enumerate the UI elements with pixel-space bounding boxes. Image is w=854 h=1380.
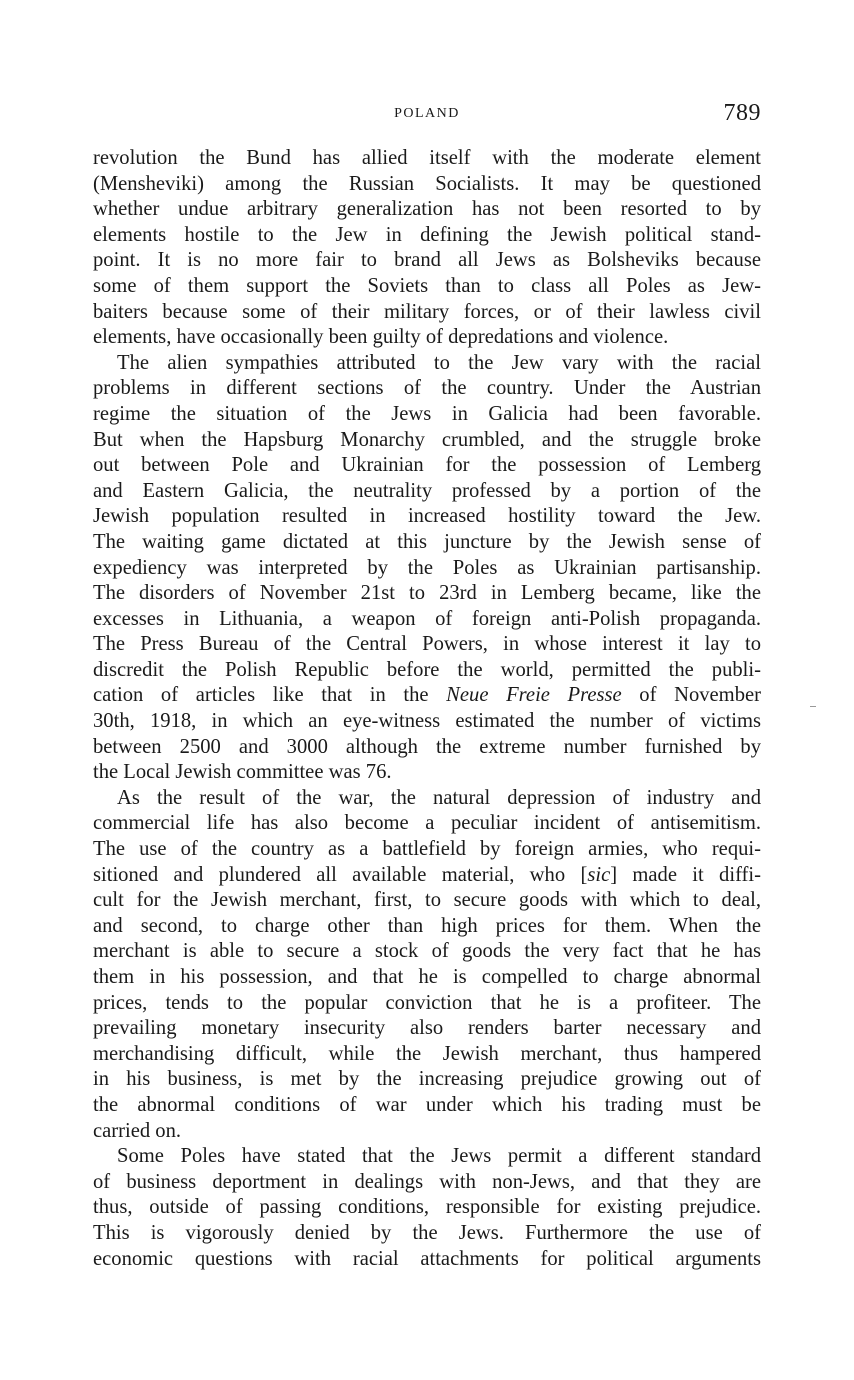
text-line	[93, 479, 761, 505]
running-header	[93, 100, 761, 132]
text-line	[93, 683, 761, 709]
text-line	[93, 939, 761, 965]
text-line	[93, 376, 761, 402]
text-segment: the abnormal conditions of war under which his trading must be	[93, 1093, 761, 1116]
text-line	[93, 658, 761, 684]
margin-mark	[810, 706, 816, 707]
text-segment: This is vigorously denied by the Jews. Furthermore the use of	[93, 1221, 761, 1244]
text-segment: (Mensheviki) among the Russian Socialists. It may be questioned	[93, 172, 761, 195]
text-line	[93, 1144, 761, 1170]
text-line	[93, 581, 761, 607]
text-segment: thus, outside of passing conditions, responsible for existing prejudice.	[93, 1196, 761, 1219]
text-line	[93, 556, 761, 582]
text-line	[93, 888, 761, 914]
text-segment: in his business, is met by the increasing prejudice growing out of	[93, 1068, 761, 1091]
text-line	[93, 1093, 761, 1119]
text-line	[93, 274, 761, 300]
text-segment: merchant is able to secure a stock of goods the very fact that he has	[93, 940, 761, 963]
text-segment: The waiting game dictated at this juncture by the Jewish sense of	[93, 530, 761, 553]
text-segment: The alien sympathies attributed to the Jew vary with the racial	[117, 351, 761, 374]
running-title: POLAND	[394, 106, 460, 121]
text-line	[93, 786, 761, 812]
text-segment: discredit the Polish Republic before the world, permitted the publi-	[93, 658, 761, 681]
text-segment: prices, tends to the popular conviction that he is a profiteer. The	[93, 991, 761, 1014]
text-segment: of business deportment in dealings with non-Jews, and that they are	[93, 1170, 761, 1193]
text-line	[93, 914, 761, 940]
text-line	[93, 1247, 761, 1273]
text-segment: cation of articles like that in the	[93, 684, 447, 707]
text-segment: carried on.	[93, 1119, 182, 1142]
text-segment: revolution the Bund has allied itself with the moderate element	[93, 147, 761, 169]
text-segment: the Local Jewish committee was 76.	[93, 761, 392, 784]
text-line	[93, 1170, 761, 1196]
text-segment: elements, have occasionally been guilty of depredations and violence.	[93, 326, 669, 349]
text-segment: between 2500 and 3000 although the extreme number furnished by	[93, 735, 761, 758]
text-line	[93, 530, 761, 556]
text-segment: point. It is no more fair to brand all Jews as Bolsheviks because	[93, 249, 761, 272]
text-line	[93, 1042, 761, 1068]
text-line	[93, 709, 761, 735]
text-segment: merchandising difficult, while the Jewish merchant, thus hampered	[93, 1042, 761, 1065]
text-line	[93, 735, 761, 761]
text-line	[93, 607, 761, 633]
italic-text: Neue Freie Presse	[446, 684, 622, 707]
text-line	[93, 632, 761, 658]
paragraph	[93, 351, 761, 786]
text-segment: As the result of the war, the natural depression of industry and	[117, 786, 761, 809]
text-line	[93, 197, 761, 223]
text-segment: them in his possession, and that he is compelled to charge abnormal	[93, 966, 761, 988]
text-line	[93, 428, 761, 454]
text-line	[93, 760, 761, 786]
text-line	[93, 172, 761, 198]
text-segment: economic questions with racial attachments for political arguments	[93, 1247, 761, 1270]
text-line	[93, 223, 761, 249]
text-segment: But when the Hapsburg Monarchy crumbled, and the struggle broke	[93, 428, 761, 451]
text-line	[93, 1119, 761, 1145]
text-segment: The disorders of November 21st to 23rd in Lemberg became, like the	[93, 582, 761, 605]
text-line	[93, 991, 761, 1017]
text-line	[93, 402, 761, 428]
text-line	[93, 863, 761, 889]
text-segment: 30th, 1918, in which an eye-witness estimated the number of victims	[93, 710, 761, 733]
text-segment: The use of the country as a battlefield by foreign armies, who requi-	[93, 838, 761, 861]
text-segment: cult for the Jewish merchant, first, to secure goods with which to deal,	[93, 889, 761, 912]
text-segment: prevailing monetary insecurity also renders barter necessary and	[93, 1017, 761, 1040]
text-segment: problems in different sections of the country. Under the Austrian	[93, 377, 761, 400]
text-line	[93, 1016, 761, 1042]
text-line	[93, 453, 761, 479]
text-line	[93, 351, 761, 377]
text-line	[93, 965, 761, 991]
text-segment: Some Poles have stated that the Jews permit a different standard	[117, 1145, 761, 1168]
paragraph	[93, 1144, 761, 1272]
italic-text: sic	[587, 863, 611, 886]
text-line	[93, 325, 761, 351]
text-segment: whether undue arbitrary generalization has not been resorted to by	[93, 198, 761, 221]
text-line	[93, 146, 761, 172]
text-segment: and Eastern Galicia, the neutrality professed by a portion of the	[93, 479, 761, 502]
text-line	[93, 811, 761, 837]
text-segment: baiters because some of their military forces, or of their lawless civil	[93, 300, 761, 323]
body-text	[93, 146, 761, 1272]
text-segment: sitioned and plundered all available material, who [	[93, 863, 588, 886]
text-line	[93, 504, 761, 530]
page-number: 789	[723, 100, 761, 126]
text-segment: excesses in Lithuania, a weapon of foreign anti-Polish propaganda.	[93, 607, 761, 630]
text-line	[93, 300, 761, 326]
text-line	[93, 1067, 761, 1093]
text-segment: out between Pole and Ukrainian for the possession of Lemberg	[93, 454, 761, 477]
text-line	[93, 837, 761, 863]
text-segment: Jewish population resulted in increased hostility toward the Jew.	[93, 505, 761, 528]
text-segment: ] made it diffi-	[610, 863, 761, 886]
text-segment: of November	[621, 684, 761, 707]
text-line	[93, 248, 761, 274]
text-segment: elements hostile to the Jew in defining the Jewish political stand-	[93, 223, 761, 246]
paragraph	[93, 146, 761, 351]
text-segment: some of them support the Soviets than to class all Poles as Jew-	[93, 274, 761, 297]
text-segment: expediency was interpreted by the Poles as Ukrainian partisanship.	[93, 556, 761, 579]
paragraph	[93, 786, 761, 1144]
text-line	[93, 1195, 761, 1221]
text-segment: and second, to charge other than high prices for them. When the	[93, 914, 761, 937]
text-segment: commercial life has also become a peculiar incident of antisemitism.	[93, 812, 761, 835]
text-segment: regime the situation of the Jews in Galicia had been favorable.	[93, 402, 761, 425]
text-segment: The Press Bureau of the Central Powers, in whose interest it lay to	[93, 633, 761, 656]
text-line	[93, 1221, 761, 1247]
